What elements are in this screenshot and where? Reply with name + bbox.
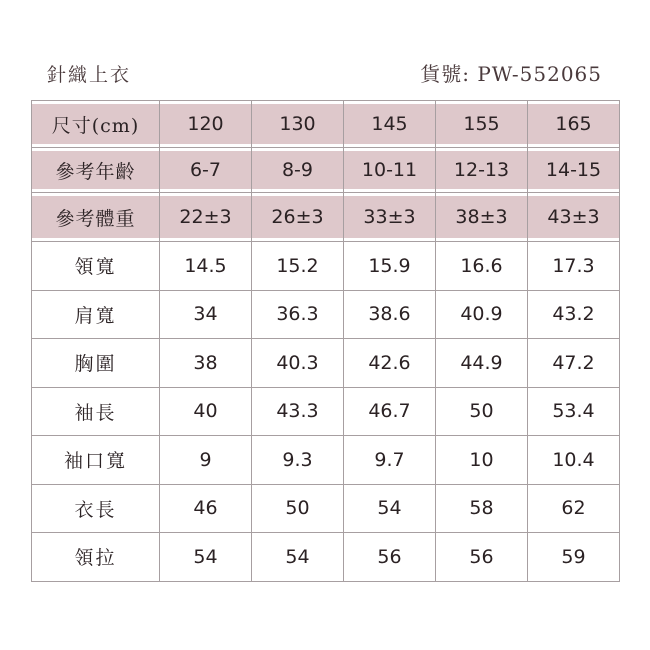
table-cell: 10: [436, 436, 528, 485]
table-cell: 38: [160, 339, 252, 388]
table-row: [32, 242, 620, 291]
table-cell: 53.4: [528, 387, 620, 436]
table-cell: 43.2: [528, 290, 620, 339]
row-label: 袖長: [32, 387, 160, 436]
table-cell: 42.6: [344, 339, 436, 388]
table-cell: 54: [160, 533, 252, 582]
header-row-size: [32, 101, 620, 148]
table-cell: 33±3: [344, 193, 436, 242]
header-row-age: [32, 148, 620, 193]
table-cell: 165: [528, 101, 620, 148]
table-cell: 44.9: [436, 339, 528, 388]
row-label: 肩寬: [32, 290, 160, 339]
table-cell: 38.6: [344, 290, 436, 339]
table-row: [32, 436, 620, 485]
product-name: 針織上衣: [47, 64, 132, 86]
table-cell: 50: [436, 387, 528, 436]
table-cell: 26±3: [252, 193, 344, 242]
table-cell: 155: [436, 101, 528, 148]
row-label: 衣長: [32, 484, 160, 533]
table-cell: 59: [528, 533, 620, 582]
table-cell: 22±3: [160, 193, 252, 242]
table-cell: 36.3: [252, 290, 344, 339]
table-row: [32, 387, 620, 436]
table-cell: 145: [344, 101, 436, 148]
table-cell: 15.9: [344, 242, 436, 291]
table-row: [32, 339, 620, 388]
table-cell: 62: [528, 484, 620, 533]
table-cell: 38±3: [436, 193, 528, 242]
table-cell: 43±3: [528, 193, 620, 242]
row-label: 胸圍: [32, 339, 160, 388]
table-cell: 43.3: [252, 387, 344, 436]
table-cell: 120: [160, 101, 252, 148]
row-label: 參考體重: [32, 193, 160, 242]
size-table: [31, 100, 620, 582]
table-row: [32, 533, 620, 582]
product-code: 貨號: PW-552065: [420, 62, 602, 86]
table-cell: 40: [160, 387, 252, 436]
table-row: [32, 484, 620, 533]
table-cell: 14.5: [160, 242, 252, 291]
row-label: 袖口寬: [32, 436, 160, 485]
table-cell: 34: [160, 290, 252, 339]
table-cell: 130: [252, 101, 344, 148]
table-cell: 17.3: [528, 242, 620, 291]
table-cell: 10.4: [528, 436, 620, 485]
table-cell: 6-7: [160, 148, 252, 193]
header-row-weight: [32, 193, 620, 242]
table-cell: 9.7: [344, 436, 436, 485]
table-row: [32, 290, 620, 339]
row-label: 領寬: [32, 242, 160, 291]
table-cell: 12-13: [436, 148, 528, 193]
table-cell: 16.6: [436, 242, 528, 291]
row-label: 尺寸(cm): [32, 101, 160, 148]
table-cell: 56: [344, 533, 436, 582]
table-cell: 14-15: [528, 148, 620, 193]
table-cell: 58: [436, 484, 528, 533]
table-cell: 40.9: [436, 290, 528, 339]
table-cell: 9: [160, 436, 252, 485]
table-cell: 50: [252, 484, 344, 533]
table-cell: 40.3: [252, 339, 344, 388]
table-cell: 46.7: [344, 387, 436, 436]
table-cell: 54: [252, 533, 344, 582]
table-cell: 10-11: [344, 148, 436, 193]
table-cell: 9.3: [252, 436, 344, 485]
table-cell: 47.2: [528, 339, 620, 388]
table-cell: 54: [344, 484, 436, 533]
table-cell: 46: [160, 484, 252, 533]
row-label: 領拉: [32, 533, 160, 582]
table-cell: 15.2: [252, 242, 344, 291]
table-cell: 8-9: [252, 148, 344, 193]
row-label: 參考年齡: [32, 148, 160, 193]
table-cell: 56: [436, 533, 528, 582]
